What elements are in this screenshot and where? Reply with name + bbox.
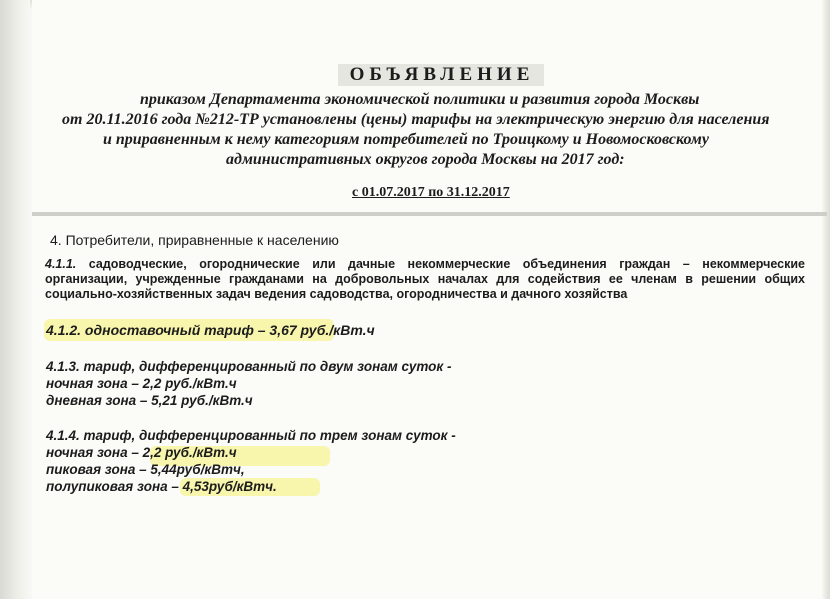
item-4-1-1 <box>45 257 805 302</box>
header-line-4: административных округов города Москвы на 2017 год: <box>226 151 625 168</box>
item-4-1-4-heading: 4.1.4. тариф, дифференцированный по трем зонам суток - <box>46 428 456 443</box>
section-divider <box>32 212 827 216</box>
item-4-1-1-number: 4.1.1. <box>45 257 77 271</box>
item-4-1-4-night: ночная зона – 2,2 руб./кВт.ч <box>46 445 237 460</box>
scan-edge-left <box>0 0 30 599</box>
section-heading: 4. Потребители, приравненные к населению <box>50 232 339 248</box>
item-4-1-4-peak: пиковая зона – 5,44руб/кВтч, <box>46 462 245 477</box>
item-4-1-3-heading: 4.1.3. тариф, дифференцированный по двум зонам суток - <box>46 359 452 374</box>
document-title: ОБЪЯВЛЕНИЕ <box>349 64 535 85</box>
scan-edge-right <box>822 0 830 599</box>
item-4-1-2: 4.1.2. одноставочный тариф – 3,67 руб./кВт.ч <box>46 322 375 338</box>
item-4-1-3-night: ночная зона – 2,2 руб./кВт.ч <box>46 376 237 391</box>
item-4-1-1-text: садоводческие, огороднические или дачные некоммерческие объединения граждан – некоммерческие организации, учрежденные гражданами на добровольных началах для содействия ее членам в решении общих социально-хозяйственных задач ведения садоводства, огородничества и дачного хозяйства <box>45 257 805 301</box>
header-line-2: от 20.11.2016 года №212-ТР установлены (цены) тарифы на электрическую энергию для населения <box>62 111 770 128</box>
header-line-1: приказом Департамента экономической политики и развития города Москвы <box>140 91 700 108</box>
item-4-1-3-day: дневная зона – 5,21 руб./кВт.ч <box>46 393 253 408</box>
header-line-3: и приравненным к нему категориям потребителей по Троицкому и Новомосковскому <box>103 131 709 148</box>
period-label: с 01.07.2017 по 31.12.2017 <box>352 185 510 200</box>
item-4-1-4-half-peak: полупиковая зона – 4,53руб/кВтч. <box>46 479 277 494</box>
